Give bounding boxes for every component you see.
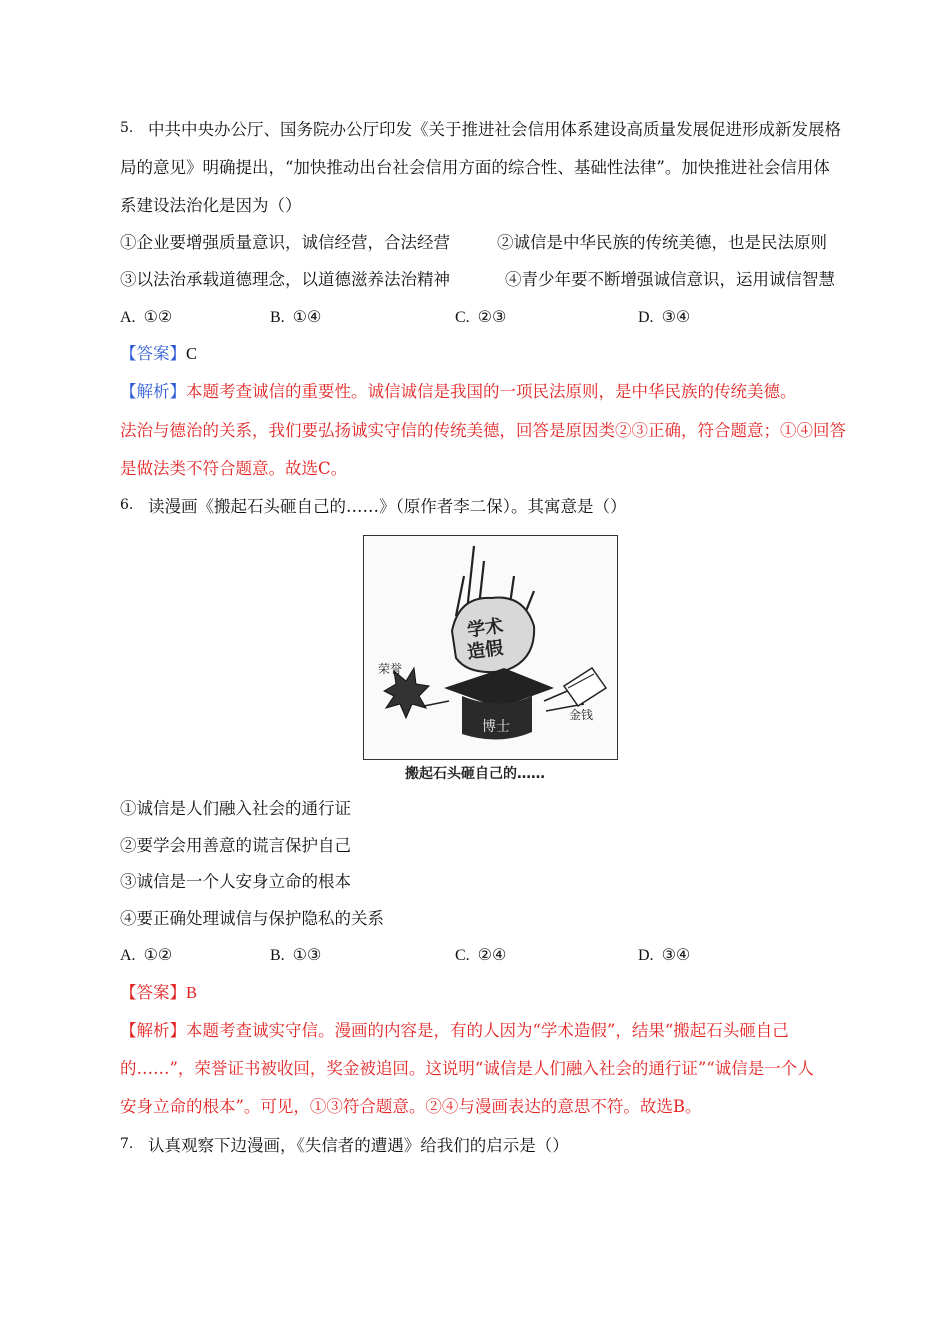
option-text: ①③	[292, 945, 322, 964]
answer-value: B	[186, 983, 198, 1002]
option-text: ②③	[477, 307, 507, 326]
question-5-item-4: ④青少年要不断增强诚信意识，运用诚信智慧	[505, 270, 835, 289]
option-text: ③④	[661, 945, 691, 964]
question-6-option-c	[455, 945, 506, 966]
option-letter: A.	[120, 947, 136, 964]
option-text: ①④	[292, 307, 322, 326]
question-6-stem: 读漫画《搬起石头砸自己的……》（原作者李二保）。其寓意是（）	[148, 497, 627, 516]
question-6-option-a	[120, 945, 172, 966]
option-letter: B.	[270, 309, 285, 326]
question-6-option-b	[270, 945, 321, 966]
option-text: ③④	[661, 307, 691, 326]
question-6-option-d	[638, 945, 690, 966]
option-letter: D.	[638, 947, 654, 964]
option-letter: D.	[638, 309, 654, 326]
question-6-answer	[120, 983, 197, 1003]
question-5-analysis-line-2: 法治与德治的关系，我们要弘扬诚实守信的传统美德，回答是原因类②③正确，符合题意；①④回答	[120, 421, 846, 440]
option-text: ①②	[143, 307, 173, 326]
question-5-item-1: ①企业要增强质量意识，诚信经营，合法经营	[120, 233, 450, 252]
option-text: ②④	[477, 945, 507, 964]
question-5-stem-line-1: 中共中央办公厅、国务院办公厅印发《关于推进社会信用体系建设高质量发展促进形成新发展格	[148, 120, 841, 139]
question-5-number: 5.	[120, 120, 134, 136]
hat-label: 博士	[482, 719, 510, 735]
question-5-item-2: ②诚信是中华民族的传统美德，也是民法原则	[497, 233, 827, 252]
question-5-item-3: ③以法治承载道德理念，以道德滋养法治精神	[120, 270, 450, 289]
answer-value: C	[186, 344, 198, 363]
rock-text-line-2: 造假	[465, 637, 505, 664]
option-letter: B.	[270, 947, 285, 964]
question-5-stem-line-2: 局的意见》明确提出，“加快推动出台社会信用方面的综合性、基础性法律”。加快推进社会信用体	[120, 158, 830, 177]
question-7-number: 7.	[120, 1136, 134, 1152]
question-6-item-4: ④要正确处理诚信与保护隐私的关系	[120, 909, 384, 928]
answer-tag: 【答案】	[120, 983, 186, 1002]
question-5-analysis-line-3: 是做法类不符合题意。故选C。	[120, 459, 348, 478]
question-5-option-a	[120, 307, 172, 328]
question-6-analysis-line-3: 安身立命的根本”。可见，①③符合题意。②④与漫画表达的意思不符。故选B。	[120, 1097, 702, 1116]
analysis-tag: 【解析】	[120, 382, 186, 401]
question-6-item-1: ①诚信是人们融入社会的通行证	[120, 799, 351, 818]
question-6-item-3: ③诚信是一个人安身立命的根本	[120, 872, 351, 891]
question-5-option-d	[638, 307, 690, 328]
question-6-analysis-line-2: 的……”，荣誉证书被收回，奖金被追回。这说明“诚信是人们融入社会的通行证”“诚信是一个人	[120, 1059, 814, 1078]
question-6-item-2: ②要学会用善意的谎言保护自己	[120, 836, 351, 855]
analysis-text: 本题考查诚信的重要性。诚信诚信是我国的一项民法原则，是中华民族的传统美德。	[186, 382, 797, 401]
option-letter: A.	[120, 309, 136, 326]
hat-top	[444, 668, 554, 708]
rock-text-line-1: 学术	[465, 615, 505, 642]
option-letter: C.	[455, 947, 470, 964]
option-text: ①②	[143, 945, 173, 964]
question-5-stem-line-3: 系建设法治化是因为（）	[120, 196, 302, 215]
question-7-stem: 认真观察下边漫画，《失信者的遭遇》给我们的启示是（）	[148, 1136, 569, 1155]
question-5-analysis-line-1	[120, 382, 797, 402]
answer-tag: 【答案】	[120, 344, 186, 363]
honor-label: 荣誉	[378, 662, 403, 676]
question-5-option-c	[455, 307, 506, 328]
question-6-analysis-line-1: 【解析】本题考查诚实守信。漫画的内容是，有的人因为“学术造假”，结果“搬起石头砸自己	[120, 1021, 789, 1040]
money-label: 金钱	[569, 708, 594, 722]
question-5-answer	[120, 344, 197, 364]
option-letter: C.	[455, 309, 470, 326]
question-5-option-b	[270, 307, 321, 328]
cartoon-caption: 搬起石头砸自己的……	[405, 766, 545, 782]
cartoon-figure	[363, 535, 618, 760]
question-6-number: 6.	[120, 497, 134, 513]
